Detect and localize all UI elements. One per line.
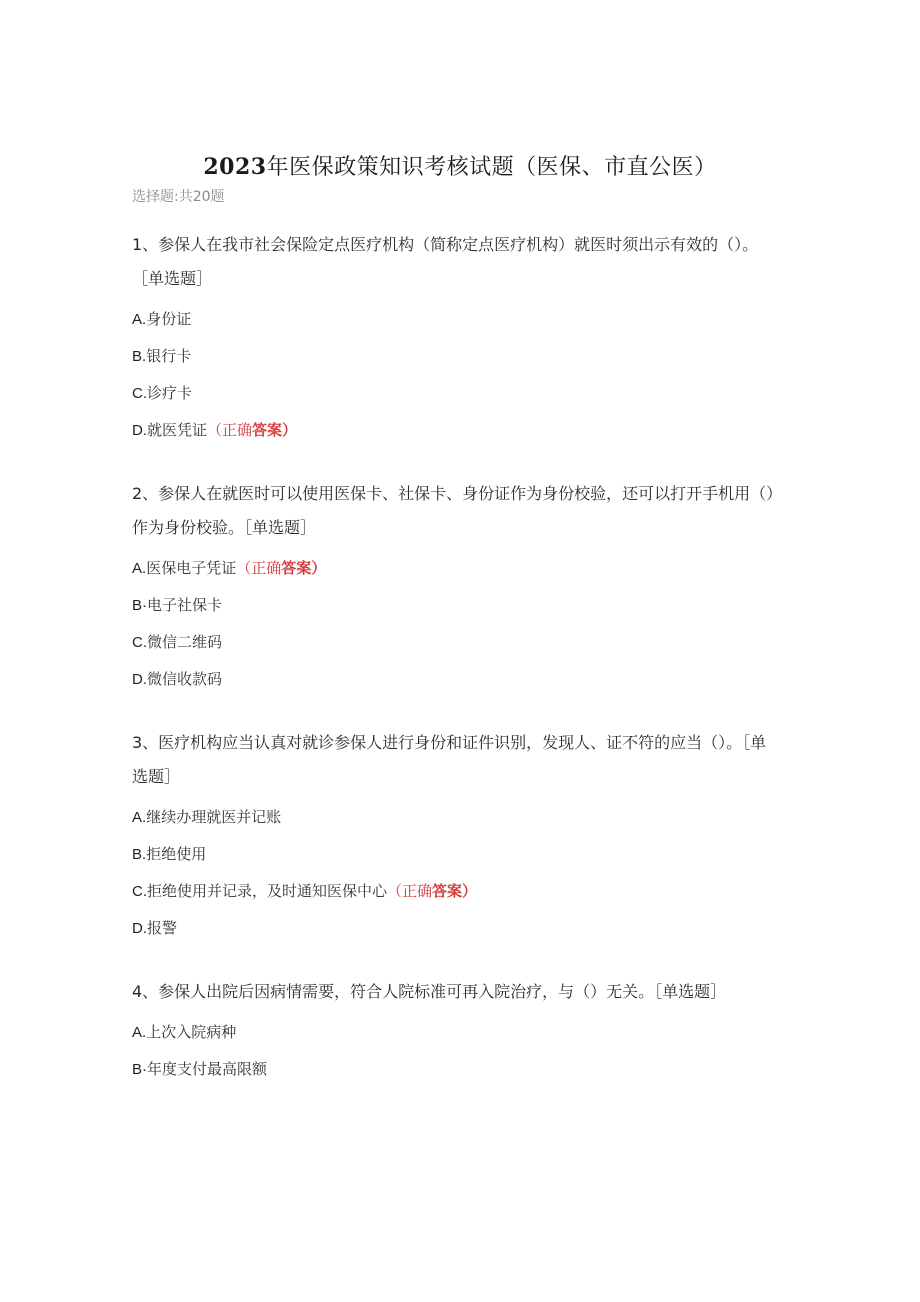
option-text: 电子社保卡 — [147, 596, 223, 614]
correct-tag-open: （ — [387, 882, 403, 900]
option-text: 微信收款码 — [147, 670, 223, 688]
option-text: 医保电子凭证 — [146, 559, 237, 577]
answer-option — [132, 301, 782, 338]
option-letter: B· — [132, 597, 147, 614]
correct-tag-plain: 正确 — [222, 421, 253, 439]
correct-tag-open: （ — [236, 559, 252, 577]
option-text: 就医凭证 — [147, 421, 208, 439]
option-text: 拒绝使用并记录，及时通知医保中心 — [147, 882, 388, 900]
answer-option — [132, 799, 782, 836]
question-stem: 3、医疗机构应当认真对就诊参保人进行身份和证件识别，发现人、证不符的应当（）。［单选题］ — [132, 733, 767, 786]
correct-tag-bold: 答案） — [281, 559, 327, 577]
option-text: 微信二维码 — [147, 633, 223, 651]
option-text: 银行卡 — [146, 347, 192, 365]
question-block — [132, 228, 782, 449]
question-stem: 4、参保人出院后因病情需要，符合人院标准可再入院治疗，与（）无关。［单选题］ — [132, 982, 727, 1001]
answer-option — [132, 1051, 782, 1088]
answer-option — [132, 661, 782, 698]
question-stem: 2、参保人在就医时可以使用医保卡、社保卡、身份证作为身份校验，还可以打开手机用（）作为身份校验。［单选题］ — [132, 484, 775, 537]
option-letter: D. — [132, 422, 147, 439]
option-text: 报警 — [147, 919, 178, 937]
option-text: 身份证 — [146, 310, 192, 328]
answer-option — [132, 375, 782, 412]
option-letter: C. — [132, 634, 147, 651]
question-block — [132, 726, 782, 947]
option-letter: A. — [132, 311, 147, 328]
correct-answer-tag — [236, 559, 326, 577]
option-letter: B. — [132, 846, 147, 863]
title-year: 2023 — [203, 154, 267, 180]
answer-option — [132, 1014, 782, 1051]
title-text: 年医保政策知识考核试题（医保、市直公医） — [266, 155, 717, 180]
option-letter: A. — [132, 809, 147, 826]
correct-answer-tag — [207, 421, 297, 439]
option-letter: D. — [132, 920, 147, 937]
answer-option — [132, 587, 782, 624]
option-letter: C. — [132, 385, 147, 402]
option-letter: D. — [132, 671, 147, 688]
question-block — [132, 477, 782, 698]
option-letter: A. — [132, 1024, 147, 1041]
option-text: 上次入院病种 — [146, 1023, 237, 1041]
correct-tag-open: （ — [207, 421, 223, 439]
option-letter: A. — [132, 560, 147, 577]
question-block — [132, 975, 782, 1088]
answer-option — [132, 873, 782, 910]
correct-tag-bold: 答案） — [252, 421, 298, 439]
answer-option — [132, 550, 782, 587]
option-text: 诊疗卡 — [147, 384, 193, 402]
option-letter: B. — [132, 348, 147, 365]
option-text: 拒绝使用 — [146, 845, 207, 863]
answer-option — [132, 836, 782, 873]
answer-option — [132, 412, 782, 449]
answer-option — [132, 624, 782, 661]
answer-option — [132, 338, 782, 375]
question-stem: 1、参保人在我市社会保险定点医疗机构（简称定点医疗机构）就医时须出示有效的（）。［单选题］ — [132, 235, 759, 288]
correct-tag-bold: 答案） — [432, 882, 478, 900]
option-text: 继续办理就医并记账 — [146, 808, 282, 826]
answer-option — [132, 910, 782, 947]
correct-answer-tag — [387, 882, 477, 900]
option-text: 年度支付最高限额 — [147, 1060, 268, 1078]
correct-tag-plain: 正确 — [251, 559, 282, 577]
option-letter: C. — [132, 883, 147, 900]
option-letter: B· — [132, 1061, 147, 1078]
correct-tag-plain: 正确 — [402, 882, 433, 900]
question-list — [132, 228, 782, 1116]
page-title — [0, 150, 920, 181]
section-subtitle: 选择题:共20题 — [132, 189, 225, 205]
